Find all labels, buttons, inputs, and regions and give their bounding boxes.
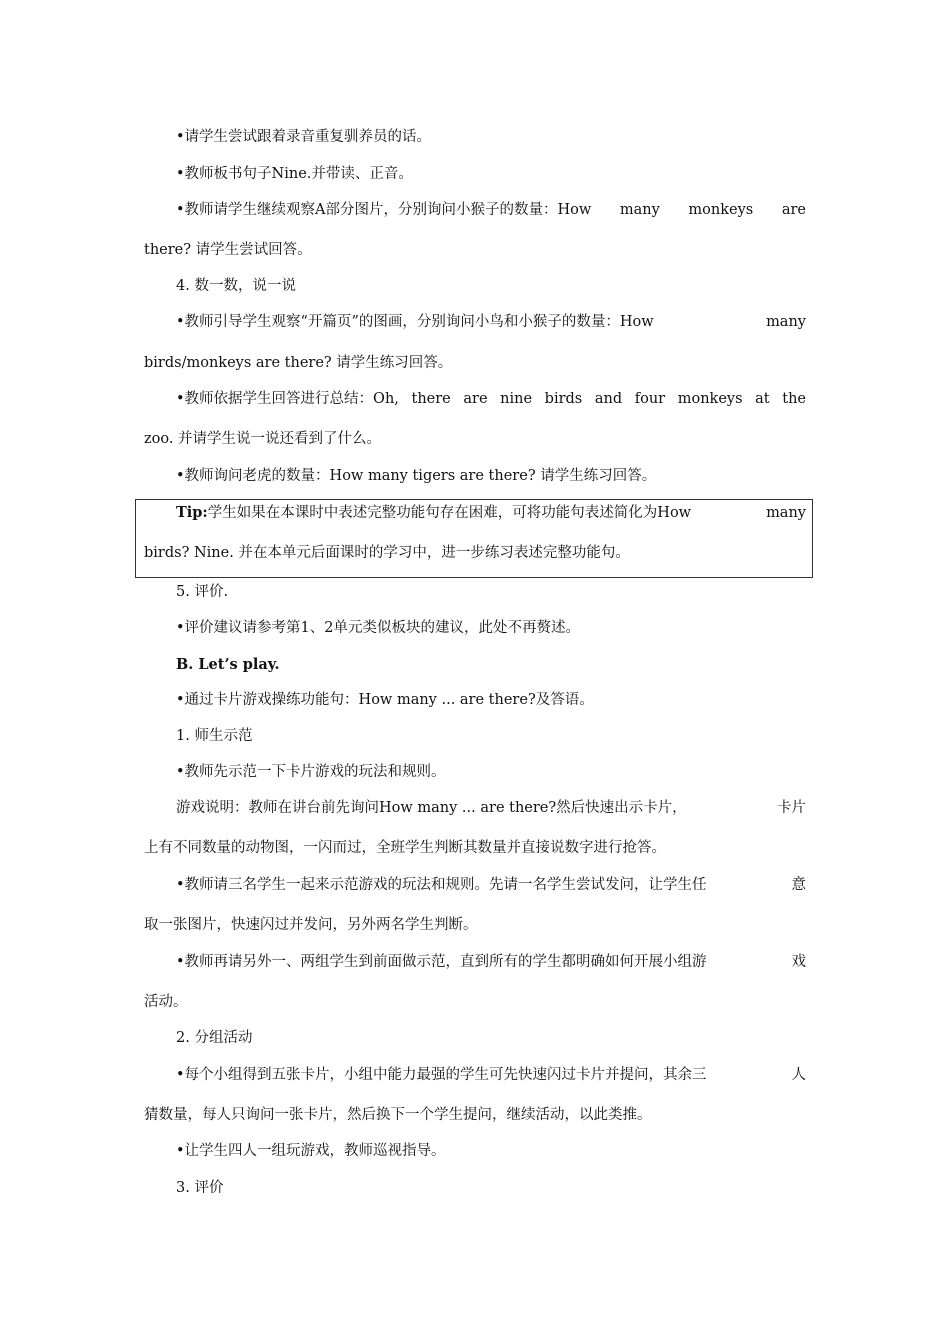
text-segment: •教师请三名学生一起来示范游戏的玩法和规则。先请一名学生尝试发问，让学生任	[176, 877, 707, 893]
text-segment: •教师依据学生回答进行总结：Oh,	[176, 391, 399, 407]
bullet-line	[176, 875, 806, 895]
bullet-line: •让学生四人一组玩游戏，教师巡视指导。	[176, 1143, 446, 1159]
bullet-line: •教师板书句子Nine.并带读、正音。	[176, 166, 413, 182]
text-segment: 戏	[791, 954, 806, 970]
bullet-line: •评价建议请参考第1、2单元类似板块的建议，此处不再赘述。	[176, 620, 581, 636]
text-segment: 意	[791, 877, 806, 893]
text-segment: the	[782, 391, 806, 407]
text-segment: birds	[544, 391, 583, 407]
continuation-line: 猜数量，每人只询问一张卡片，然后换下一个学生提问，继续活动，以此类推。	[144, 1107, 652, 1123]
tip-line: birds? Nine. 并在本单元后面课时的学习中，进一步练习表述完整功能句。	[144, 545, 630, 561]
text-segment: at	[755, 391, 770, 407]
bullet-line: •请学生尝试跟着录音重复驯养员的话。	[176, 129, 432, 145]
continuation-line: there? 请学生尝试回答。	[144, 242, 312, 258]
text-segment: are	[463, 391, 488, 407]
bullet-line: •教师先示范一下卡片游戏的玩法和规则。	[176, 764, 446, 780]
bullet-line	[176, 200, 806, 220]
text-segment: 游戏说明：教师在讲台前先询问How many ... are there?然后快速出示卡片，	[176, 800, 687, 816]
tip-text	[176, 503, 691, 523]
text-segment: many	[766, 314, 806, 330]
section-heading: 4. 数一数，说一说	[176, 278, 296, 294]
text-segment: •教师再请另外一、两组学生到前面做示范，直到所有的学生都明确如何开展小组游	[176, 954, 707, 970]
text-segment: •教师请学生继续观察A部分图片，分别询问小猴子的数量：How	[176, 202, 592, 218]
text-segment: monkeys	[677, 391, 743, 407]
text-segment: many	[619, 202, 660, 218]
text-segment: •教师引导学生观察“开篇页”的图画，分别询问小鸟和小猴子的数量：How	[176, 314, 654, 330]
section-heading: 3. 评价	[176, 1180, 224, 1196]
text-segment: nine	[500, 391, 533, 407]
text-segment: many	[766, 505, 806, 521]
text-segment: 学生如果在本课时中表述完整功能句存在困难，可将功能句表述简化为How	[207, 505, 692, 521]
paragraph-line	[176, 798, 806, 818]
continuation-line: zoo. 并请学生说一说还看到了什么。	[144, 431, 382, 447]
text-segment: 卡片	[777, 800, 806, 816]
tip-label: Tip:	[176, 504, 208, 521]
text-segment: there	[411, 391, 451, 407]
continuation-line: 活动。	[144, 994, 188, 1010]
bullet-line	[176, 1065, 806, 1085]
bullet-line	[176, 389, 806, 409]
bullet-line	[176, 312, 806, 332]
section-heading: 5. 评价.	[176, 584, 229, 600]
continuation-line: 取一张图片，快速闪过并发问，另外两名学生判断。	[144, 917, 478, 933]
continuation-line: birds/monkeys are there? 请学生练习回答。	[144, 355, 453, 371]
text-segment: and	[594, 391, 623, 407]
tip-line	[176, 503, 806, 523]
text-segment: four	[634, 391, 666, 407]
text-segment: 人	[791, 1067, 806, 1083]
bullet-line: •教师询问老虎的数量：How many tigers are there? 请学生练习回答。	[176, 468, 657, 484]
section-heading: B. Let’s play.	[176, 656, 280, 673]
text-segment: monkeys	[688, 202, 754, 218]
bullet-line	[176, 952, 806, 972]
section-heading: 1. 师生示范	[176, 728, 253, 744]
text-segment: •每个小组得到五张卡片，小组中能力最强的学生可先快速闪过卡片并提问，其余三	[176, 1067, 707, 1083]
continuation-line: 上有不同数量的动物图，一闪而过，全班学生判断其数量并直接说数字进行抢答。	[144, 840, 666, 856]
bullet-line: •通过卡片游戏操练功能句：How many ... are there?及答语。	[176, 692, 594, 708]
text-segment: are	[781, 202, 806, 218]
section-heading: 2. 分组活动	[176, 1030, 253, 1046]
